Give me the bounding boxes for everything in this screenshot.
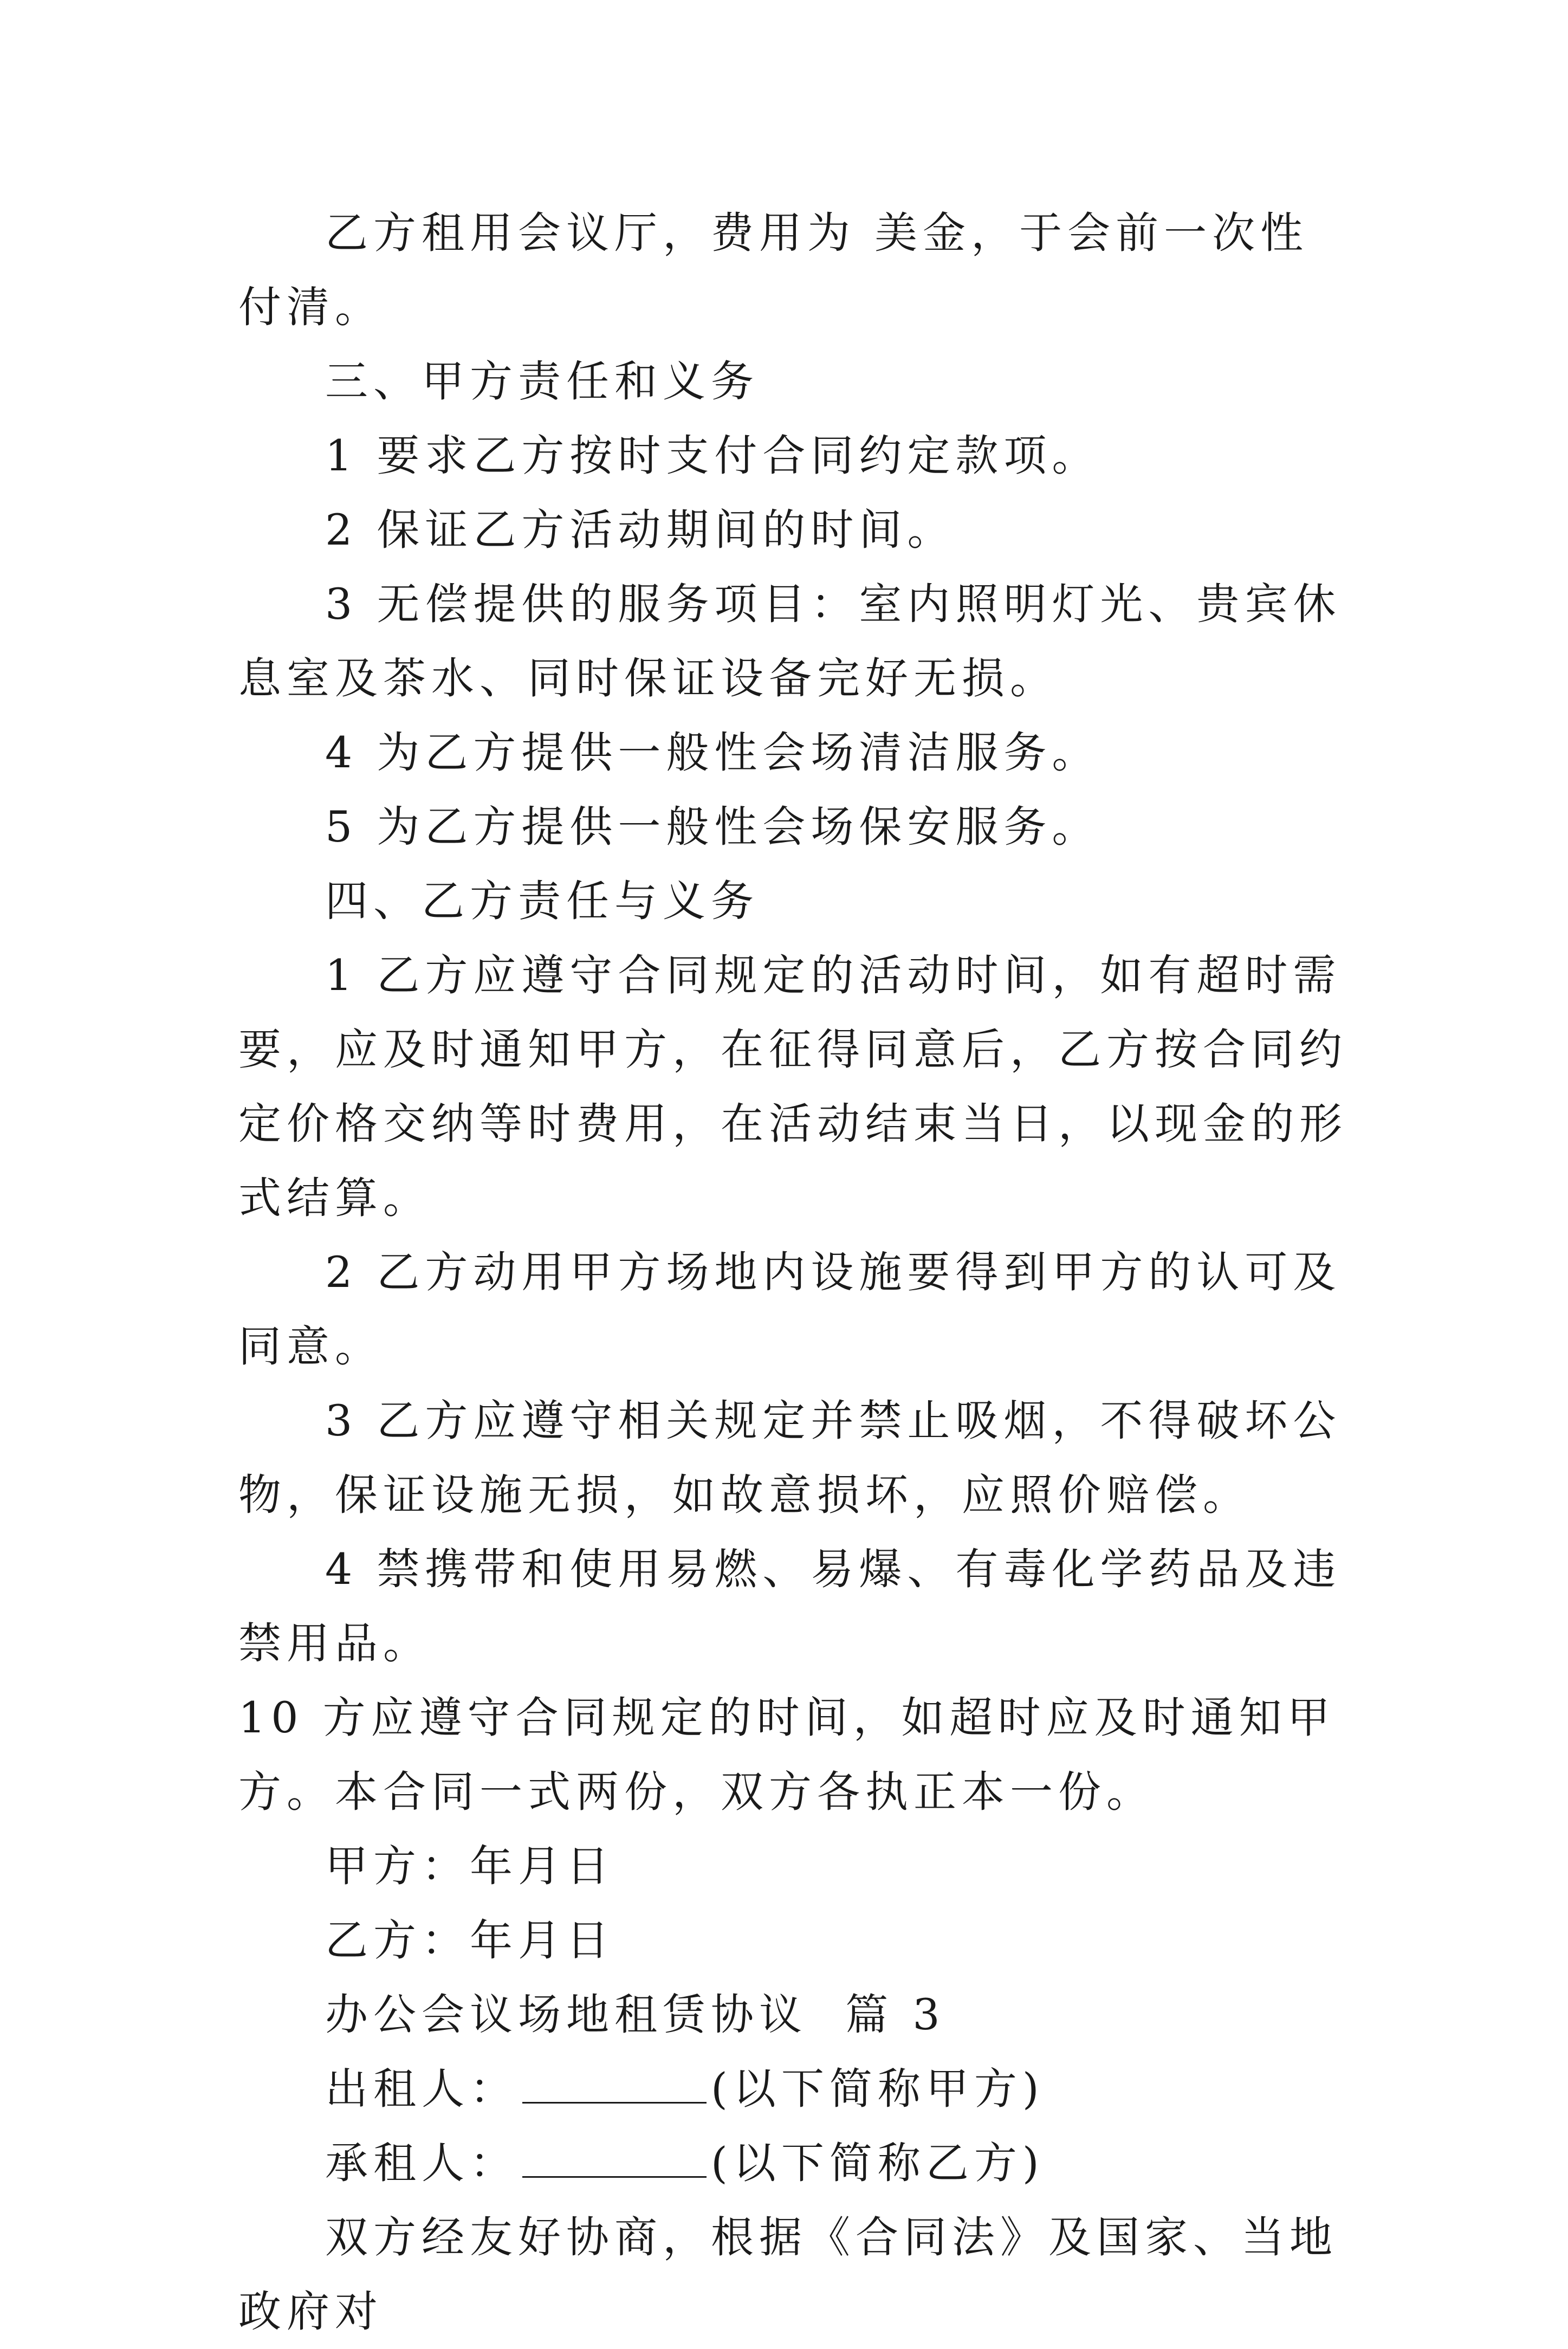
paragraph-a-1: 1 要求乙方按时支付合同约定款项。 bbox=[325, 431, 1100, 481]
heading-party-b-duties: 四、乙方责任与义务 bbox=[325, 876, 759, 926]
signature-party-b: 乙方：年月日 bbox=[325, 1916, 614, 1965]
lessee-suffix: (以下简称乙方) bbox=[711, 2138, 1045, 2188]
paragraph-a-4: 4 为乙方提供一般性会场清洁服务。 bbox=[325, 728, 1100, 778]
paragraph-b-2: 2 乙方动用甲方场地内设施要得到甲方的认可及同意。 bbox=[238, 1247, 1342, 1371]
heading-party-a-duties: 三、甲方责任和义务 bbox=[325, 357, 759, 406]
paragraph-b-1: 1 乙方应遵守合同规定的活动时间，如有超时需要，应及时通知甲方，在征得同意后，乙方按合同约定价格交纳等时费用，在活动结束当日，以现金的形式结算。 bbox=[238, 950, 1347, 1223]
lessor-blank bbox=[522, 2064, 707, 2104]
paragraph-a-5: 5 为乙方提供一般性会场保安服务。 bbox=[325, 802, 1100, 852]
lessor-label: 出租人： bbox=[325, 2064, 518, 2114]
paragraph-b-3: 3 乙方应遵守相关规定并禁止吸烟，不得破坏公物，保证设施无损，如故意损坏，应照价赔偿。 bbox=[238, 1396, 1342, 1520]
section-title: 办公会议场地租赁协议 篇 3 bbox=[325, 1990, 945, 2040]
paragraph-a-2: 2 保证乙方活动期间的时间。 bbox=[325, 505, 956, 555]
paragraph-fee: 乙方租用会议厅，费用为 美金，于会前一次性付清。 bbox=[238, 208, 1309, 332]
lessee-blank bbox=[522, 2138, 707, 2178]
document-body bbox=[238, 196, 1355, 2349]
lessee-label: 承租人： bbox=[325, 2138, 518, 2188]
lessee-line bbox=[238, 2126, 1355, 2201]
paragraph-continuation: 10 方应遵守合同规定的时间，如超时应及时通知甲方。本合同一式两份，双方各执正本一份。 bbox=[238, 1693, 1336, 1817]
paragraph-closing: 双方经友好协商，根据《合同法》及国家、当地政府对 bbox=[238, 2212, 1338, 2337]
lessor-line bbox=[238, 2052, 1355, 2126]
paragraph-b-4: 4 禁携带和使用易燃、易爆、有毒化学药品及违禁用品。 bbox=[238, 1544, 1342, 1668]
lessor-suffix: (以下简称甲方) bbox=[711, 2064, 1045, 2114]
signature-party-a: 甲方：年月日 bbox=[325, 1841, 614, 1891]
paragraph-a-3: 3 无偿提供的服务项目：室内照明灯光、贵宾休息室及茶水、同时保证设备完好无损。 bbox=[238, 579, 1342, 703]
